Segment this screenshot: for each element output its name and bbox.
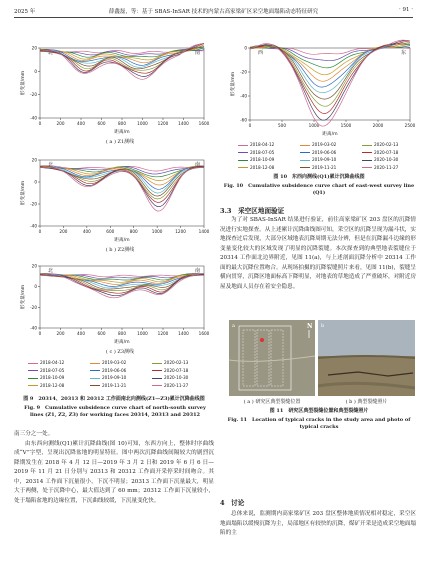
legend-entry bbox=[300, 150, 336, 155]
legend-label: 2019-09-10 bbox=[312, 157, 337, 162]
legend-entry bbox=[300, 142, 336, 147]
y-tick-label: -60 bbox=[240, 117, 247, 123]
legend-entry bbox=[152, 360, 188, 365]
svg-text:b: b bbox=[321, 323, 325, 329]
right-paragraph-2: 总体来说，监测期内高家梁矿区 203 盘区整体地质情况相对稳定，采空区地面塌陷以缓慢沉降为主，局部地区有较快的沉降，煤矿开采是造成采空地面塌陷的主 bbox=[220, 511, 416, 536]
legend-swatch bbox=[238, 167, 248, 168]
left-paragraph-2: 由东西向测线(Q1)累计沉降曲线(图 10)可知，东西方向上，整体时序曲线成“V”字型，呈现出沉降盆地的明显特征。图中两次沉降曲线间隔较大的剧烈沉降期发生在 2018 年 4 月 12 日—2019 年 3 月 2 日和 2019 年 6 月 6 日—2019 年 11 月 21 日分别与 20313 和 20312 工作面开采停采时间吻合。其中，20314 工作面下沉量很小，下沉不明显；20313 工作面下沉量最大，明显大于两侧，处于沉降中心，最大值达到了 60 mm；20312 工作面下沉量较小，处于塌陷盆地的边缘位置，下沉曲线较缓，下沉量变化快。 bbox=[14, 440, 214, 504]
svg-text:a: a bbox=[232, 323, 235, 329]
legend-entry bbox=[300, 157, 336, 162]
legend-label: 2019-03-02 bbox=[102, 360, 127, 365]
y-tick-label: 0 bbox=[34, 284, 37, 290]
crack-photo-image bbox=[318, 320, 415, 396]
legend-label: 2018-04-12 bbox=[250, 142, 275, 147]
direction-label-left: 西 bbox=[258, 50, 264, 56]
legend-label: 2020-11-27 bbox=[164, 382, 189, 388]
legend-label: 2019-09-10 bbox=[102, 375, 127, 380]
legend-entry bbox=[238, 157, 274, 162]
x-tick-label: 1400 bbox=[198, 229, 210, 234]
y-axis-label: 形变量/mm bbox=[231, 71, 236, 97]
legend-label: 2020-02-13 bbox=[164, 360, 189, 365]
y-axis-label: 形变量/mm bbox=[21, 284, 26, 310]
direction-label-right: 南 bbox=[194, 162, 200, 168]
legend-swatch bbox=[238, 160, 248, 161]
fig9-sub-c: ( c ) Z3测线 bbox=[105, 349, 135, 355]
fig11-caption-zh: 图 11 研究区典型裂缝位置和典型裂缝照片 bbox=[269, 408, 369, 414]
legend-label: 2018-10-09 bbox=[250, 157, 275, 162]
x-tick-label: 0 bbox=[38, 229, 42, 234]
x-tick-label: 1400 bbox=[178, 121, 189, 126]
legend-entry bbox=[152, 368, 188, 373]
x-tick-label: 1200 bbox=[175, 229, 186, 234]
x-tick-label: 0 bbox=[38, 121, 42, 126]
x-tick-label: 600 bbox=[106, 229, 115, 234]
x-tick-label: 200 bbox=[56, 331, 65, 336]
chart-z1 bbox=[18, 38, 208, 136]
right-body-1 bbox=[220, 216, 416, 292]
x-tick-label: 1000 bbox=[137, 331, 148, 336]
chart-z2 bbox=[18, 150, 208, 244]
legend-swatch bbox=[90, 385, 100, 386]
page-header bbox=[14, 5, 413, 18]
legend-entry bbox=[238, 142, 274, 147]
crack-location-map bbox=[229, 320, 315, 396]
legend-label: 2020-07-18 bbox=[164, 367, 189, 373]
legend-swatch bbox=[362, 145, 372, 146]
y-tick-label: -20 bbox=[30, 304, 37, 310]
legend-label: 2018-10-09 bbox=[40, 375, 65, 380]
legend-label: 2019-06-06 bbox=[312, 149, 337, 155]
direction-label-right: 南 bbox=[194, 50, 200, 56]
legend-swatch bbox=[28, 363, 38, 364]
x-axis-label: 距离/m bbox=[114, 340, 130, 345]
legend-entry bbox=[90, 375, 126, 380]
x-axis-label: 距离/m bbox=[322, 132, 338, 137]
fig10-legend bbox=[238, 142, 418, 174]
direction-label-left: 北 bbox=[48, 162, 54, 168]
right-body-2 bbox=[220, 510, 416, 539]
y-axis-label: 形变量/mm bbox=[21, 70, 26, 96]
legend-swatch bbox=[90, 363, 100, 364]
legend-swatch bbox=[28, 378, 38, 379]
legend-swatch bbox=[152, 378, 162, 379]
y-tick-label: 0 bbox=[34, 68, 37, 74]
header-page: · 91 · bbox=[399, 7, 413, 13]
chart-z1-svg bbox=[18, 38, 208, 136]
crack-location-map-image bbox=[229, 320, 315, 396]
x-tick-label: 1200 bbox=[157, 331, 169, 336]
legend-swatch bbox=[152, 385, 162, 386]
legend-entry bbox=[238, 150, 274, 155]
section-3-3-heading: 3.3 采空区地面验证 bbox=[220, 207, 285, 215]
y-tick-label: -20 bbox=[240, 69, 247, 75]
legend-entry bbox=[238, 165, 274, 170]
legend-swatch bbox=[90, 378, 100, 379]
y-tick-label: -20 bbox=[30, 201, 37, 207]
y-tick-label: -40 bbox=[30, 223, 37, 229]
legend-label: 2020-07-18 bbox=[374, 149, 399, 155]
x-axis-label: 距离/m bbox=[114, 238, 130, 243]
header-title: 薛鑫磊，等：基于 SBAS-InSAR 技术的内蒙古高家梁矿区采空地面塌陷动态特征研究 bbox=[108, 9, 319, 15]
legend-label: 2018-04-12 bbox=[40, 360, 65, 365]
chart-q1 bbox=[228, 38, 414, 138]
legend-swatch bbox=[300, 152, 310, 153]
x-tick-label: 1000 bbox=[137, 121, 148, 126]
direction-label-left: 北 bbox=[48, 50, 54, 56]
x-tick-label: 600 bbox=[97, 121, 106, 126]
x-tick-label: 1000 bbox=[151, 229, 163, 234]
x-tick-label: 200 bbox=[56, 121, 65, 126]
x-tick-label: 1400 bbox=[178, 331, 189, 336]
legend-entry bbox=[362, 165, 398, 170]
legend-label: 2019-03-02 bbox=[312, 142, 337, 147]
legend-swatch bbox=[152, 370, 162, 371]
fig9-legend bbox=[28, 360, 218, 392]
y-tick-label: 20 bbox=[31, 263, 37, 269]
fig11-sub-a: ( a ) 研究区典型裂缝位置 bbox=[243, 399, 301, 405]
svg-text:N: N bbox=[307, 323, 313, 330]
legend-label: 2018-07-05 bbox=[40, 367, 65, 373]
x-tick-label: 2000 bbox=[372, 123, 384, 128]
legend-swatch bbox=[28, 385, 38, 386]
x-tick-label: 1500 bbox=[340, 123, 352, 128]
chart-z2-svg bbox=[18, 150, 208, 244]
x-tick-label: 1600 bbox=[198, 331, 210, 336]
y-tick-label: 20 bbox=[31, 45, 37, 51]
x-tick-label: 1600 bbox=[198, 121, 210, 126]
legend-entry bbox=[28, 375, 64, 380]
legend-entry bbox=[28, 368, 64, 373]
legend-swatch bbox=[300, 145, 310, 146]
legend-swatch bbox=[28, 370, 38, 371]
fig11-caption-en: Fig. 11 Location of typical cracks in the study area and photo of typical cracks bbox=[227, 417, 411, 430]
legend-entry bbox=[362, 157, 398, 162]
left-body bbox=[14, 430, 214, 506]
x-axis-label: 距离/m bbox=[114, 130, 130, 135]
fig10-caption-en: Fig. 10 Cumulative subsidence curve chart of east-west survey line (Q1) bbox=[223, 183, 415, 196]
x-tick-label: 400 bbox=[82, 229, 91, 234]
legend-label: 2020-10-30 bbox=[164, 375, 189, 380]
x-tick-label: 2500 bbox=[404, 123, 416, 128]
legend-swatch bbox=[362, 160, 372, 161]
legend-swatch bbox=[300, 160, 310, 161]
legend-label: 2019-06-06 bbox=[102, 367, 127, 373]
legend-label: 2020-10-30 bbox=[374, 157, 399, 162]
fig11-sub-b: ( b ) 典型裂缝照片 bbox=[345, 399, 388, 405]
legend-entry bbox=[90, 360, 126, 365]
legend-swatch bbox=[362, 167, 372, 168]
header-year: 2025 年 bbox=[14, 9, 36, 15]
legend-entry bbox=[90, 383, 126, 388]
x-tick-label: 400 bbox=[77, 331, 85, 336]
plot-frame bbox=[40, 48, 204, 118]
crack-photo bbox=[318, 320, 415, 396]
direction-label-right: 东 bbox=[400, 50, 406, 56]
legend-entry bbox=[28, 360, 64, 365]
x-tick-label: 800 bbox=[118, 331, 126, 336]
legend-label: 2018-07-05 bbox=[250, 149, 275, 155]
legend-entry bbox=[362, 142, 398, 147]
y-tick-label: 0 bbox=[34, 179, 37, 185]
y-tick-label: -40 bbox=[240, 93, 247, 99]
legend-swatch bbox=[152, 363, 162, 364]
x-tick-label: 600 bbox=[97, 331, 106, 336]
y-tick-label: -40 bbox=[30, 325, 37, 331]
legend-label: 2018-12-08 bbox=[40, 382, 65, 388]
legend-swatch bbox=[90, 370, 100, 371]
legend-label: 2020-11-27 bbox=[374, 164, 399, 170]
legend-swatch bbox=[300, 167, 310, 168]
y-tick-label: 0 bbox=[244, 45, 247, 51]
legend-swatch bbox=[238, 145, 248, 146]
x-tick-label: 400 bbox=[77, 121, 85, 126]
legend-label: 2019-11-21 bbox=[312, 164, 337, 170]
legend-swatch bbox=[238, 152, 248, 153]
legend-label: 2018-12-08 bbox=[250, 164, 275, 170]
legend-entry bbox=[300, 165, 336, 170]
chart-z3 bbox=[18, 256, 208, 346]
fig9-sub-b: ( b ) Z2测线 bbox=[105, 247, 135, 253]
legend-entry bbox=[152, 383, 188, 388]
x-tick-label: 1000 bbox=[308, 123, 320, 128]
y-tick-label: -20 bbox=[30, 92, 37, 98]
y-axis-label: 形变量/mm bbox=[21, 180, 26, 206]
section-4-heading: 4 讨论 bbox=[220, 499, 245, 507]
fig10-caption-zh: 图 10 东西向测线(Q1)累计沉降曲线图 bbox=[273, 174, 365, 180]
x-tick-label: 200 bbox=[59, 229, 68, 234]
x-tick-label: 0 bbox=[248, 123, 252, 128]
chart-q1-svg bbox=[228, 38, 414, 138]
y-tick-label: -40 bbox=[30, 115, 37, 121]
x-tick-label: 800 bbox=[129, 229, 138, 234]
direction-label-right: 南 bbox=[194, 268, 200, 274]
x-tick-label: 500 bbox=[278, 123, 286, 128]
legend-swatch bbox=[362, 152, 372, 153]
legend-label: 2019-11-21 bbox=[102, 382, 127, 388]
x-tick-label: 0 bbox=[38, 331, 42, 336]
legend-entry bbox=[362, 150, 398, 155]
y-tick-label: 20 bbox=[31, 157, 37, 163]
legend-entry bbox=[90, 368, 126, 373]
right-paragraph-1: 为了对 SBAS-InSAR 结果进行验证，前往高家梁矿区 203 盘区的沉降情况进行实地探查。从上述累计沉降曲线图可知，采空区的沉降呈现为漏斗状，实地探查过后发现，大部分区域地表沉降周期无法分辨，但是在沉降漏斗边缘的形变量变化较大的区域发现了明显的沉降裂缝。本次探查到的典型地表裂缝位于 20314 工作面北边界附近，见图 11(a)，与上述剖面沉降分析中 20314 工作面的最大沉降位置吻合。从现场拍摄的沉降裂缝照片来看，见图 11(b)，裂缝呈横向贯穿，沉降区地面标高下降明显，对地表的草地造成了严重破坏，对附近房屋及地面人员存在着安全隐患。 bbox=[220, 217, 416, 290]
fig9-sub-a: ( a ) Z1测线 bbox=[105, 139, 135, 145]
direction-label-left: 北 bbox=[48, 268, 54, 274]
legend-label: 2020-02-13 bbox=[374, 142, 399, 147]
legend-entry bbox=[28, 383, 64, 388]
legend-entry bbox=[152, 375, 188, 380]
left-paragraph-1: 南三分之一处。 bbox=[14, 431, 54, 437]
chart-z3-svg bbox=[18, 256, 208, 346]
x-tick-label: 1200 bbox=[157, 121, 169, 126]
fig9-caption-zh: 图 9 20314、20313 和 20312 工作面南北向测线(Z1—Z3)累计沉降曲线图 bbox=[23, 396, 205, 402]
fig9-caption-en: Fig. 9 Cumulative subsidence curve chart of north-south survey lines (Z1, Z2, Z3) for working faces 20314, 20313 and 20312 bbox=[24, 405, 206, 418]
x-tick-label: 800 bbox=[118, 121, 126, 126]
